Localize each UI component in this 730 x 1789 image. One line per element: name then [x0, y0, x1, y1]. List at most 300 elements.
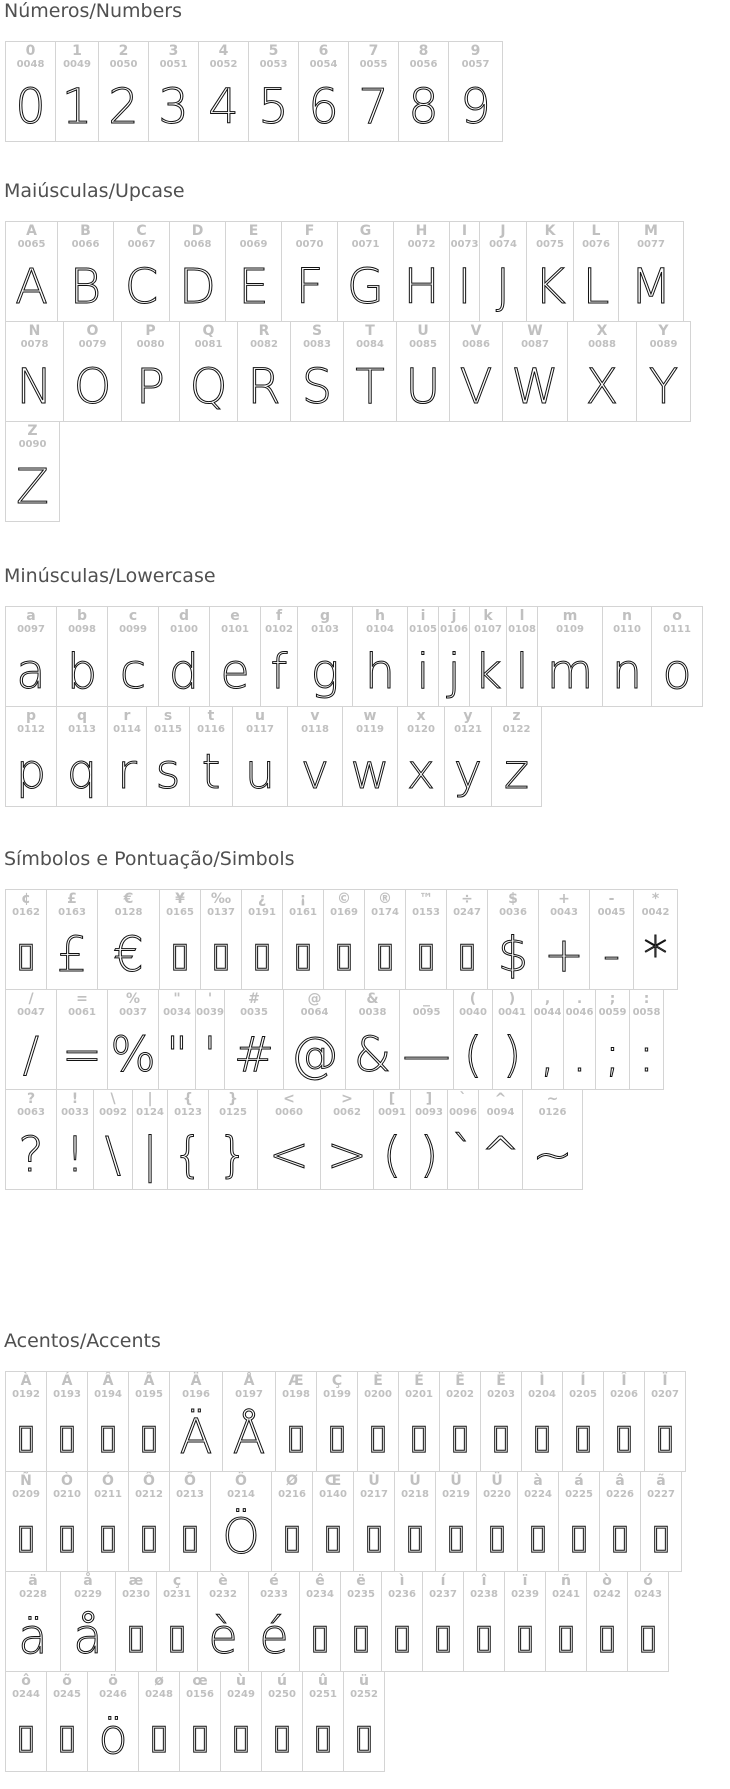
- character-code: 0101: [221, 624, 249, 635]
- glyph-sample: !: [65, 1127, 85, 1183]
- character-label: l: [519, 608, 525, 624]
- missing-glyph-box: ▯: [405, 1517, 425, 1557]
- character-code: 0162: [12, 907, 40, 918]
- glyph-cell: [208, 1089, 258, 1190]
- glyph-cell: [271, 1471, 313, 1572]
- character-label: ö: [108, 1673, 118, 1689]
- glyph-cell: [5, 1089, 57, 1190]
- character-label: :: [643, 991, 650, 1007]
- character-code: 0114: [113, 724, 141, 735]
- glyph-cell: [195, 989, 225, 1090]
- character-code: 0204: [528, 1389, 556, 1400]
- glyph-sample: u: [244, 744, 276, 800]
- character-label: @: [307, 991, 322, 1007]
- character-code: 0056: [409, 59, 438, 70]
- character-label: {: [183, 1091, 193, 1107]
- section-title: Acentos/Accents: [4, 1330, 161, 1352]
- character-label: Ó: [102, 1473, 114, 1489]
- glyph-cell: [352, 606, 408, 707]
- character-label: Ï: [662, 1373, 668, 1389]
- glyph-cell: [357, 1371, 399, 1472]
- character-label: W: [527, 323, 543, 339]
- glyph-cell: [87, 1371, 129, 1472]
- character-label: 4: [218, 43, 229, 59]
- missing-glyph-box: ▯: [16, 1417, 36, 1457]
- glyph-sample: D: [179, 259, 216, 315]
- character-label: €: [123, 891, 134, 907]
- glyph-sample: :: [638, 1027, 655, 1083]
- missing-glyph-box: ▯: [170, 935, 190, 975]
- character-code: 0092: [99, 1107, 127, 1118]
- character-code: 0070: [295, 239, 324, 250]
- character-label: Y: [658, 323, 669, 339]
- character-label: ç: [172, 1573, 182, 1589]
- glyph-cell: [257, 1089, 321, 1190]
- character-code: 0068: [183, 239, 212, 250]
- glyph-cell: [640, 1471, 682, 1572]
- character-label: i: [420, 608, 426, 624]
- character-code: 0061: [68, 1007, 96, 1018]
- character-label: â: [615, 1473, 625, 1489]
- missing-glyph-box: ▯: [457, 935, 477, 975]
- character-label: V: [470, 323, 482, 339]
- character-label: $: [508, 891, 518, 907]
- glyph-sample: r: [117, 744, 137, 800]
- character-label: Û: [450, 1473, 462, 1489]
- character-code: 0216: [278, 1489, 306, 1500]
- missing-glyph-box: ▯: [416, 935, 436, 975]
- glyph-cell: [449, 321, 503, 422]
- glyph-cell: [397, 706, 445, 807]
- glyph-sample: 1: [61, 79, 93, 135]
- glyph-sample: l: [515, 644, 529, 700]
- glyph-cell: [644, 1371, 686, 1472]
- character-label: 3: [168, 43, 179, 59]
- character-label: _: [423, 991, 430, 1007]
- character-code: 0243: [634, 1589, 662, 1600]
- glyph-sample: 5: [258, 79, 289, 135]
- glyph-cell: [209, 606, 261, 707]
- character-code: 0049: [63, 59, 91, 70]
- glyph-cell: [128, 1371, 170, 1472]
- character-code: 0219: [442, 1489, 470, 1500]
- character-code: 0161: [289, 907, 317, 918]
- character-code: 0093: [415, 1107, 443, 1118]
- glyph-cell: [447, 1089, 479, 1190]
- character-label: í: [440, 1573, 446, 1589]
- lowercase-section: [0, 565, 705, 806]
- character-label: Z: [27, 423, 38, 439]
- missing-glyph-box: ▯: [231, 1717, 251, 1757]
- glyph-sample: }: [217, 1127, 249, 1183]
- glyph-sample: —: [402, 1027, 451, 1083]
- character-code: 0199: [323, 1389, 351, 1400]
- character-code: 0048: [16, 59, 45, 70]
- character-label: >: [341, 1091, 353, 1107]
- glyph-cell: [281, 221, 338, 322]
- missing-glyph-box: ▯: [368, 1417, 388, 1457]
- character-label: .: [576, 991, 583, 1007]
- character-code: 0121: [454, 724, 482, 735]
- glyph-sample: y: [453, 744, 483, 800]
- character-code: 0197: [235, 1389, 263, 1400]
- character-code: 0229: [74, 1589, 102, 1600]
- glyph-grid: [5, 889, 705, 1189]
- glyph-sample: ?: [18, 1127, 44, 1183]
- character-label: ?: [26, 1091, 36, 1107]
- character-label: Â: [102, 1373, 114, 1389]
- glyph-sample: A: [15, 259, 48, 315]
- character-code: 0036: [499, 907, 527, 918]
- character-code: 0053: [259, 59, 288, 70]
- glyph-cell: [93, 1089, 133, 1190]
- glyph-sample: v: [300, 744, 330, 800]
- character-label: é: [269, 1573, 279, 1589]
- glyph-sample: å: [73, 1609, 103, 1665]
- glyph-sample: ;: [604, 1027, 621, 1083]
- glyph-sample: i: [416, 644, 430, 700]
- glyph-sample: $: [497, 927, 529, 983]
- glyph-sample: ': [203, 1027, 217, 1083]
- character-label: ä: [28, 1573, 38, 1589]
- character-code: 0201: [405, 1389, 433, 1400]
- character-code: 0232: [209, 1589, 237, 1600]
- glyph-cell: [158, 606, 210, 707]
- missing-glyph-box: ▯: [375, 935, 395, 975]
- glyph-cell: [633, 889, 678, 990]
- glyph-cell: [298, 41, 349, 142]
- glyph-cell: [98, 41, 149, 142]
- character-code: 0120: [407, 724, 435, 735]
- character-code: 0067: [127, 239, 156, 250]
- character-code: 0069: [239, 239, 268, 250]
- glyph-sample: n: [611, 644, 643, 700]
- glyph-sample: H: [403, 259, 440, 315]
- character-code: 0073: [450, 239, 479, 250]
- glyph-cell: [618, 221, 684, 322]
- glyph-cell: [492, 989, 532, 1090]
- character-code: 0217: [360, 1489, 388, 1500]
- glyph-cell: [453, 989, 493, 1090]
- glyph-cell: [405, 889, 447, 990]
- glyph-cell: [545, 1571, 587, 1672]
- character-code: 0242: [593, 1589, 621, 1600]
- character-code: 0203: [487, 1389, 515, 1400]
- missing-glyph-box: ▯: [532, 1417, 552, 1457]
- character-label: 2: [118, 43, 129, 59]
- character-label: È: [373, 1373, 383, 1389]
- character-label: L: [591, 223, 601, 239]
- character-label: Ö: [235, 1473, 247, 1489]
- character-label: N: [28, 323, 41, 339]
- missing-glyph-box: ▯: [190, 1717, 210, 1757]
- missing-glyph-box: ▯: [323, 1517, 343, 1557]
- character-code: 0089: [649, 339, 678, 350]
- character-code: 0192: [12, 1389, 40, 1400]
- character-label: `: [459, 1091, 467, 1107]
- glyph-sample: c: [119, 644, 147, 700]
- character-label: o: [672, 608, 682, 624]
- glyph-sample: Z: [16, 459, 49, 515]
- character-code: 0075: [536, 239, 564, 250]
- glyph-cell: [225, 221, 282, 322]
- character-label: O: [86, 323, 99, 339]
- character-code: 0055: [359, 59, 388, 70]
- glyph-sample: F: [295, 259, 324, 315]
- glyph-sample: *: [643, 927, 668, 983]
- glyph-cell: [651, 606, 703, 707]
- glyph-cell: [63, 321, 122, 422]
- glyph-cell: [57, 221, 114, 322]
- character-code: 0104: [366, 624, 394, 635]
- missing-glyph-box: ▯: [364, 1517, 384, 1557]
- character-code: 0098: [68, 624, 96, 635]
- glyph-cell: [558, 1471, 600, 1572]
- character-code: 0117: [246, 724, 274, 735]
- character-code: 0165: [166, 907, 194, 918]
- glyph-grid: [5, 41, 705, 141]
- glyph-cell: [439, 1371, 481, 1472]
- character-code: 0207: [651, 1389, 679, 1400]
- glyph-sample: o: [662, 644, 692, 700]
- character-label: æ: [128, 1573, 144, 1589]
- character-label: œ: [192, 1673, 208, 1689]
- glyph-cell: [573, 221, 619, 322]
- glyph-cell: [5, 1471, 47, 1572]
- character-code: 0250: [268, 1689, 296, 1700]
- character-code: 0111: [663, 624, 691, 635]
- glyph-sample: ^: [480, 1127, 521, 1183]
- glyph-cell: [410, 1089, 448, 1190]
- glyph-cell: [248, 41, 299, 142]
- missing-glyph-box: ▯: [16, 1717, 36, 1757]
- character-code: 0252: [350, 1689, 378, 1700]
- glyph-sample: p: [15, 744, 47, 800]
- character-code: 0198: [282, 1389, 310, 1400]
- glyph-cell: [261, 1671, 303, 1772]
- character-label: Ü: [491, 1473, 503, 1489]
- glyph-sample: E: [238, 259, 269, 315]
- symbols-section: [0, 848, 705, 1189]
- glyph-cell: [343, 1671, 385, 1772]
- glyph-cell: [316, 1371, 358, 1472]
- character-code: 0095: [412, 1007, 441, 1018]
- character-label: ": [173, 991, 181, 1007]
- glyph-cell: [586, 1571, 628, 1672]
- missing-glyph-box: ▯: [149, 1717, 169, 1757]
- character-label: ¡: [299, 891, 307, 907]
- glyph-cell: [189, 706, 233, 807]
- character-label: Õ: [184, 1473, 196, 1489]
- glyph-sample: ä: [18, 1609, 48, 1665]
- character-label: }: [228, 1091, 238, 1107]
- character-code: 0236: [388, 1589, 416, 1600]
- glyph-cell: [128, 1471, 170, 1572]
- character-label: Ì: [539, 1373, 545, 1389]
- character-label: Í: [580, 1373, 586, 1389]
- glyph-sample: J: [495, 259, 511, 315]
- glyph-cell: [224, 989, 284, 1090]
- missing-glyph-box: ▯: [272, 1717, 292, 1757]
- character-label: Ã: [143, 1373, 155, 1389]
- glyph-cell: [435, 1471, 477, 1572]
- character-code: 0076: [582, 239, 610, 250]
- glyph-cell: [320, 1089, 374, 1190]
- character-label: î: [481, 1573, 487, 1589]
- missing-glyph-box: ▯: [655, 1417, 675, 1457]
- missing-glyph-box: ▯: [569, 1517, 589, 1557]
- glyph-cell: [107, 606, 159, 707]
- glyph-cell: [517, 1471, 559, 1572]
- character-code: 0115: [154, 724, 182, 735]
- missing-glyph-box: ▯: [310, 1617, 330, 1657]
- glyph-sample: G: [346, 259, 385, 315]
- character-label: ~: [546, 1091, 559, 1107]
- character-label: |: [147, 1091, 153, 1107]
- character-code: 0052: [209, 59, 238, 70]
- glyph-cell: [132, 1089, 168, 1190]
- glyph-cell: [348, 41, 399, 142]
- character-label: s: [163, 708, 173, 724]
- character-label: ¿: [257, 891, 267, 907]
- glyph-cell: [599, 1471, 641, 1572]
- character-label: m: [562, 608, 578, 624]
- character-label: g: [319, 608, 331, 624]
- character-code: 0039: [196, 1007, 224, 1018]
- glyph-cell: [422, 1571, 464, 1672]
- missing-glyph-box: ▯: [597, 1617, 617, 1657]
- glyph-sample: C: [124, 259, 159, 315]
- glyph-cell: [373, 1089, 411, 1190]
- glyph-cell: [504, 1571, 546, 1672]
- character-label: à: [533, 1473, 543, 1489]
- glyph-cell: [563, 989, 596, 1090]
- character-code: 0106: [440, 624, 468, 635]
- character-label: ¢: [21, 891, 31, 907]
- glyph-sample: T: [355, 359, 385, 415]
- character-code: 0244: [12, 1689, 40, 1700]
- character-label: Å: [243, 1373, 255, 1389]
- character-code: 0163: [58, 907, 86, 918]
- character-code: 0214: [227, 1489, 255, 1500]
- character-label: Æ: [288, 1373, 304, 1389]
- glyph-sample: Y: [648, 359, 679, 415]
- character-label: ù: [236, 1673, 246, 1689]
- glyph-sample: >: [326, 1127, 368, 1183]
- character-code: 0251: [309, 1689, 337, 1700]
- glyph-cell: [537, 606, 603, 707]
- character-code: 0060: [275, 1107, 303, 1118]
- missing-glyph-box: ▯: [98, 1517, 118, 1557]
- glyph-sample: ): [419, 1127, 439, 1183]
- character-code: 0041: [498, 1007, 526, 1018]
- character-label: p: [25, 708, 37, 724]
- glyph-cell: [159, 889, 201, 990]
- glyph-cell: [148, 41, 199, 142]
- character-label: ): [508, 991, 516, 1007]
- missing-glyph-box: ▯: [487, 1517, 507, 1557]
- character-code: 0205: [569, 1389, 597, 1400]
- character-label: ^: [494, 1091, 507, 1107]
- character-label: #: [248, 991, 260, 1007]
- glyph-sample: `: [451, 1127, 475, 1183]
- character-label: X: [596, 323, 608, 339]
- character-code: 0226: [606, 1489, 634, 1500]
- character-code: 0071: [351, 239, 380, 250]
- character-label: y: [463, 708, 473, 724]
- character-label: \: [110, 1091, 116, 1107]
- glyph-cell: [364, 889, 406, 990]
- glyph-cell: [146, 706, 190, 807]
- glyph-cell: [302, 1671, 344, 1772]
- glyph-cell: [56, 706, 108, 807]
- glyph-cell: [491, 706, 542, 807]
- character-code: 0065: [17, 239, 46, 250]
- character-code: 0080: [136, 339, 165, 350]
- glyph-sample: {: [172, 1127, 204, 1183]
- character-code: 0220: [483, 1489, 511, 1500]
- character-code: 0224: [524, 1489, 552, 1500]
- character-code: 0096: [449, 1107, 477, 1118]
- glyph-cell: [312, 1471, 354, 1572]
- glyph-cell: [398, 41, 449, 142]
- character-label: q: [76, 708, 88, 724]
- glyph-cell: [562, 1371, 604, 1472]
- character-code: 0035: [240, 1007, 268, 1018]
- glyph-sample: &: [353, 1027, 392, 1083]
- glyph-sample: ": [165, 1027, 189, 1083]
- character-label: É: [414, 1373, 424, 1389]
- character-label: e: [230, 608, 240, 624]
- character-label: ò: [602, 1573, 612, 1589]
- glyph-cell: [46, 889, 98, 990]
- character-label: j: [451, 608, 457, 624]
- character-label: x: [416, 708, 426, 724]
- glyph-cell: [56, 989, 108, 1090]
- character-code: 0054: [309, 59, 338, 70]
- character-label: ;: [609, 991, 616, 1007]
- character-label: c: [128, 608, 138, 624]
- character-label: w: [363, 708, 377, 724]
- glyph-cell: [629, 989, 664, 1090]
- character-label: Q: [202, 323, 215, 339]
- character-code: 0082: [250, 339, 278, 350]
- character-code: 0125: [219, 1107, 247, 1118]
- character-label: ': [207, 991, 213, 1007]
- glyph-sample: <: [268, 1127, 310, 1183]
- character-code: 0085: [409, 339, 437, 350]
- missing-glyph-box: ▯: [334, 935, 354, 975]
- character-code: 0118: [301, 724, 329, 735]
- glyph-cell: [56, 606, 108, 707]
- glyph-cell: [156, 1571, 198, 1672]
- character-label: G: [359, 223, 372, 239]
- glyph-grid: [5, 221, 705, 521]
- glyph-sample: m: [546, 644, 594, 700]
- character-label: ï: [522, 1573, 528, 1589]
- character-code: 0195: [135, 1389, 163, 1400]
- character-code: 0126: [538, 1107, 567, 1118]
- character-label: Ç: [331, 1373, 343, 1389]
- glyph-cell: [5, 989, 57, 1090]
- character-code: 0034: [163, 1007, 191, 1018]
- character-code: 0077: [637, 239, 665, 250]
- character-label: ©: [337, 891, 351, 907]
- glyph-sample: a: [16, 644, 46, 700]
- missing-glyph-box: ▯: [180, 1517, 200, 1557]
- glyph-sample: Q: [189, 359, 228, 415]
- character-code: 0153: [412, 907, 440, 918]
